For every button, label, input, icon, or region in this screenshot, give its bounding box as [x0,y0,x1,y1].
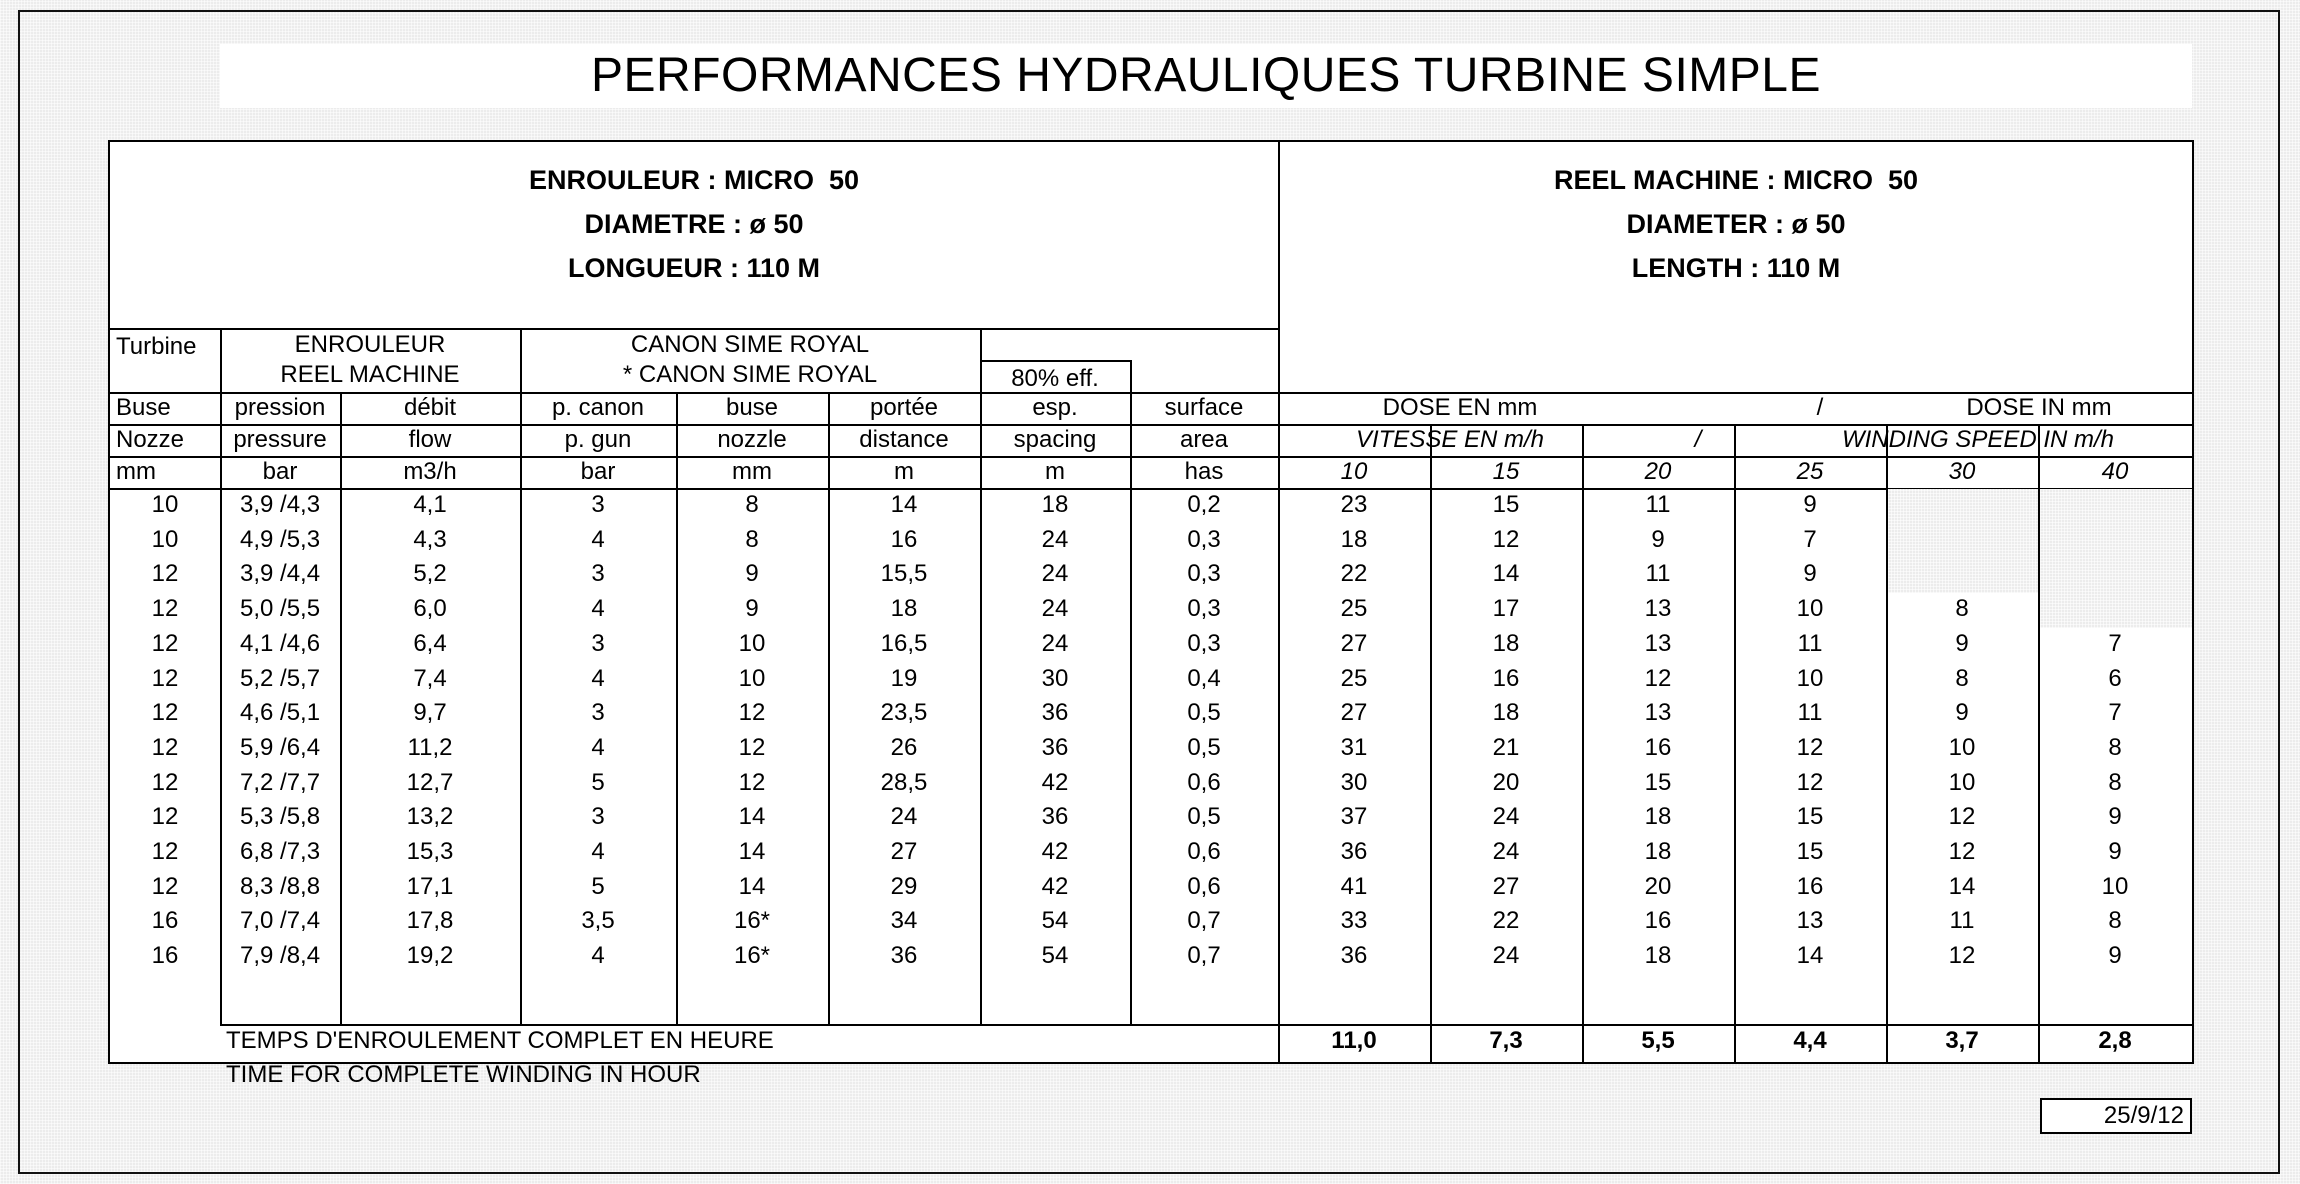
dose-cell: 9 [2108,838,2122,865]
table-cell: 36 [1041,733,1069,761]
speed-value: 25 [1796,458,1824,485]
column-label-en: area [1179,426,1229,453]
dose-cell: 7 [2108,699,2122,727]
dose-cell: 9 [1955,699,1969,727]
table-cell: 3,9 /4,4 [240,560,321,588]
table-cell: 5,0 /5,5 [240,595,321,623]
dose-cell: 14 [1796,942,1824,970]
dose-cell: 8 [1955,595,1969,623]
dose-cell: 7 [2108,629,2122,657]
table-cell: 9,7 [413,699,447,727]
performance-table [108,140,2194,1088]
unit-label: bar [262,458,298,485]
dose-cell: 9 [2108,803,2122,831]
table-cell: 5,2 [413,560,447,588]
table-cell: 0,6 [1187,768,1221,796]
column-label-fr: esp. [1032,394,1078,421]
table-cell: 0,7 [1187,907,1221,935]
table-cell: 0,2 [1187,491,1221,518]
table-cell: 9 [745,560,759,588]
dose-cell: 8 [2108,768,2122,796]
winding-time: 7,3 [1489,1027,1523,1054]
table-cell: 4 [591,595,605,623]
unit-label: mm [116,458,156,485]
reel-machine-label: REEL MACHINE [280,361,460,388]
column-label-fr: buse [725,394,779,421]
speed-en-label: WINDING SPEED IN m/h [1841,426,2115,453]
dose-cell: 8 [1955,664,1969,692]
table-cell: 0,4 [1187,664,1221,692]
dose-cell: 11 [1797,629,1823,657]
table-cell: 12 [151,838,179,865]
header-en-line: DIAMETER : ø 50 [1626,209,1846,239]
table-cell: 18 [890,595,918,623]
dose-cell: 12 [1492,525,1520,553]
winding-time: 5,5 [1641,1027,1675,1054]
title-bar [220,44,2192,108]
column-label-en: pressure [233,426,327,453]
dose-slash: / [1816,394,1824,421]
table-cell: 15,5 [880,560,928,588]
table-cell: 12 [151,560,179,588]
table-cell: 0,3 [1187,595,1221,623]
table-cell: 17,1 [406,872,454,900]
dose-cell: 13 [1644,699,1672,727]
table-cell: 16* [733,942,771,970]
table-cell: 8 [745,491,759,518]
speed-slash: / [1694,426,1702,453]
dose-cell: 15 [1492,491,1520,518]
table-cell: 36 [1041,699,1069,727]
column-label-fr: débit [403,394,457,421]
table-cell: 12 [151,872,179,900]
table-cell: 24 [890,803,918,831]
table-cell: 4 [591,838,605,865]
unit-label: has [1184,458,1224,485]
dose-cell: 41 [1340,872,1368,900]
unit-label: mm [732,458,772,485]
dose-cell: 27 [1340,629,1368,657]
table-cell: 4 [591,664,605,692]
winding-time: 4,4 [1793,1027,1827,1054]
table-cell: 14 [738,872,766,900]
table-cell: 36 [1041,803,1069,831]
dose-cell: 10 [1796,595,1824,623]
header-fr-line: ENROULEUR : MICRO 50 [528,165,860,195]
dose-cell: 9 [2108,942,2122,970]
dose-cell: 12 [1796,733,1824,761]
table-cell: 3,5 [581,907,615,935]
dose-cell: 24 [1492,942,1520,970]
table-cell: 54 [1041,907,1069,935]
table-cell: 12 [151,768,179,796]
table-cell: 18 [1041,491,1069,518]
canon-alt-label: * CANON SIME ROYAL [622,361,878,388]
table-cell: 0,5 [1187,699,1221,727]
table-cell: 5,9 /6,4 [240,733,321,761]
table-cell: 24 [1041,560,1069,588]
dose-cell: 25 [1340,664,1368,692]
dose-cell: 13 [1796,907,1824,935]
table-cell: 3,9 /4,3 [240,491,321,518]
table-cell: 16* [733,907,771,935]
dose-cell: 17 [1492,595,1520,623]
table-cell: 5 [591,768,605,796]
dose-cell: 18 [1492,629,1520,657]
table-cell: 7,2 /7,7 [240,768,321,796]
dose-cell: 36 [1340,942,1368,970]
table-cell: 12 [151,664,179,692]
table-cell: 4,6 /5,1 [240,699,321,727]
table-cell: 24 [1041,525,1069,553]
table-cell: 12 [738,733,766,761]
dose-cell: 22 [1340,560,1368,588]
table-cell: 8 [745,525,759,553]
dose-cell: 18 [1340,525,1368,553]
dose-cell: 24 [1492,803,1520,831]
dose-en-label: DOSE IN mm [1966,394,2112,421]
table-cell: 3 [591,560,605,588]
dose-cell: 14 [1492,560,1520,588]
dose-cell: 15 [1796,838,1824,865]
dose-cell: 16 [1644,907,1672,935]
speed-value: 30 [1948,458,1976,485]
dose-cell: 24 [1492,838,1520,865]
speed-value: 20 [1644,458,1672,485]
dose-cell: 16 [1644,733,1672,761]
winding-time: 11,0 [1331,1027,1377,1054]
dose-cell: 18 [1644,803,1672,831]
table-cell: 3 [591,803,605,831]
speed-fr-label: VITESSE EN m/h [1355,426,1545,453]
column-label-fr: portée [869,394,939,421]
dose-cell: 13 [1644,595,1672,623]
table-cell: 4 [591,942,605,970]
header-fr-line: DIAMETRE : ø 50 [584,209,804,239]
dose-cell: 9 [1803,491,1817,518]
table-cell: 12 [738,768,766,796]
speed-value: 15 [1492,458,1520,485]
speed-value: 10 [1340,458,1368,485]
dose-cell: 20 [1644,872,1672,900]
table-cell: 6,4 [413,629,447,657]
dose-cell: 25 [1340,595,1368,623]
table-cell: 4 [591,525,605,553]
dose-cell: 31 [1340,733,1368,761]
table-cell: 16 [890,525,918,553]
table-cell: 5 [591,872,605,900]
table-cell: 0,3 [1187,560,1221,588]
dose-cell: 10 [2101,872,2129,900]
dose-cell: 12 [1948,942,1976,970]
column-label-en: spacing [1013,426,1097,453]
table-cell: 19 [890,664,918,692]
table-cell: 6,0 [413,595,447,623]
column-label-en: p. gun [564,426,632,453]
table-cell: 0,5 [1187,733,1221,761]
table-cell: 14 [890,491,918,518]
dose-cell: 13 [1644,629,1672,657]
dose-cell: 7 [1803,525,1817,553]
empty-shaded-cell [2040,489,2192,628]
dose-cell: 10 [1948,733,1976,761]
winding-time: 2,8 [2098,1027,2132,1054]
dose-cell: 12 [1948,803,1976,831]
column-label-fr: Buse [116,394,171,421]
dose-cell: 27 [1340,699,1368,727]
table-cell: 12 [151,733,179,761]
header-en-line: LENGTH : 110 M [1631,253,1841,283]
table-cell: 5,3 /5,8 [240,803,321,831]
header-fr-line: LONGUEUR : 110 M [567,253,821,283]
enrouleur-label: ENROULEUR [294,331,446,358]
table-cell: 12 [151,595,179,623]
column-label-en: flow [408,426,452,453]
dose-cell: 36 [1340,838,1368,865]
table-cell: 23,5 [880,699,928,727]
dose-cell: 11 [1949,907,1975,935]
table-cell: 54 [1041,942,1069,970]
table-cell: 42 [1041,838,1069,865]
table-cell: 42 [1041,872,1069,900]
dose-cell: 16 [1492,664,1520,692]
column-label-fr: p. canon [551,394,645,421]
efficiency-label: 80% eff. [1011,365,1099,392]
column-label-en: distance [859,426,949,453]
dose-cell: 9 [1803,560,1817,588]
dose-cell: 18 [1644,838,1672,865]
footer-label-en: TIME FOR COMPLETE WINDING IN HOUR [226,1061,701,1088]
table-cell: 12 [151,803,179,831]
table-cell: 10 [738,629,766,657]
turbine-label: Turbine [116,333,197,360]
table-cell: 26 [890,733,918,761]
table-cell: 4,1 [413,491,447,518]
dose-cell: 15 [1796,803,1824,831]
column-label-en: Nozze [116,426,185,453]
table-cell: 15,3 [406,838,454,865]
table-cell: 7,0 /7,4 [240,907,321,935]
table-cell: 19,2 [406,942,454,970]
table-cell: 6,8 /7,3 [240,838,321,865]
dose-cell: 21 [1492,733,1520,761]
table-cell: 0,3 [1187,525,1221,553]
data-grid [110,142,2192,1088]
dose-cell: 18 [1644,942,1672,970]
page-title: PERFORMANCES HYDRAULIQUES TURBINE SIMPLE [590,49,1821,102]
table-cell: 4,1 /4,6 [240,629,321,657]
table-cell: 16,5 [880,629,928,657]
dose-fr-label: DOSE EN mm [1382,394,1538,421]
dose-cell: 18 [1492,699,1520,727]
table-cell: 0,6 [1187,838,1221,865]
dose-cell: 22 [1492,907,1520,935]
table-cell: 12 [151,629,179,657]
unit-label: m [1045,458,1065,485]
table-cell: 4 [591,733,605,761]
dose-cell: 8 [2108,733,2122,761]
table-cell: 42 [1041,768,1069,796]
column-label-en: nozzle [717,426,787,453]
table-cell: 24 [1041,595,1069,623]
dose-cell: 27 [1492,872,1520,900]
table-cell: 9 [745,595,759,623]
dose-cell: 33 [1340,907,1368,935]
table-cell: 0,5 [1187,803,1221,831]
column-label-fr: surface [1164,394,1244,421]
dose-cell: 8 [2108,907,2122,935]
table-cell: 12 [151,699,179,727]
table-cell: 10 [151,491,179,518]
dose-cell: 16 [1796,872,1824,900]
table-cell: 27 [890,838,918,865]
table-cell: 7,4 [413,664,447,692]
table-cell: 29 [890,872,918,900]
dose-cell: 6 [2108,664,2122,692]
footer-label-fr: TEMPS D'ENROULEMENT COMPLET EN HEURE [226,1027,774,1054]
header-en-line: REEL MACHINE : MICRO 50 [1553,165,1919,195]
empty-shaded-cell [1888,489,2038,593]
unit-label: bar [580,458,616,485]
table-cell: 28,5 [880,768,928,796]
dose-cell: 11 [1645,491,1671,518]
table-cell: 34 [890,907,918,935]
dose-cell: 10 [1796,664,1824,692]
table-cell: 24 [1041,629,1069,657]
table-cell: 12,7 [406,768,454,796]
table-cell: 3 [591,491,605,518]
dose-cell: 15 [1644,768,1672,796]
table-cell: 0,6 [1187,872,1221,900]
date-stamp: 25/9/12 [2040,1098,2192,1134]
dose-cell: 9 [1651,525,1665,553]
table-cell: 10 [738,664,766,692]
dose-cell: 11 [1797,699,1823,727]
table-cell: 11,2 [407,733,453,761]
speed-value: 40 [2101,458,2129,485]
table-cell: 4,9 /5,3 [240,525,321,553]
column-label-fr: pression [234,394,326,421]
table-cell: 0,3 [1187,629,1221,657]
dose-cell: 11 [1645,560,1671,588]
dose-cell: 10 [1948,768,1976,796]
table-cell: 16 [151,942,179,970]
table-cell: 8,3 /8,8 [240,872,321,900]
dose-cell: 12 [1948,838,1976,865]
dose-cell: 14 [1948,872,1976,900]
dose-cell: 12 [1644,664,1672,692]
dose-cell: 9 [1955,629,1969,657]
dose-cell: 37 [1340,803,1368,831]
dose-cell: 30 [1340,768,1368,796]
table-cell: 5,2 /5,7 [240,664,321,692]
dose-cell: 12 [1796,768,1824,796]
table-cell: 14 [738,803,766,831]
table-cell: 4,3 [413,525,447,553]
table-cell: 16 [151,907,179,935]
canon-label: CANON SIME ROYAL [630,331,870,358]
table-cell: 3 [591,629,605,657]
unit-label: m3/h [403,458,457,485]
table-cell: 13,2 [406,803,454,831]
unit-label: m [894,458,914,485]
dose-cell: 23 [1340,491,1368,518]
table-cell: 14 [738,838,766,865]
table-cell: 7,9 /8,4 [240,942,321,970]
table-cell: 0,7 [1187,942,1221,970]
table-cell: 36 [890,942,918,970]
table-cell: 17,8 [406,907,454,935]
dose-cell: 20 [1492,768,1520,796]
table-cell: 3 [591,699,605,727]
winding-time: 3,7 [1945,1027,1979,1054]
table-cell: 30 [1041,664,1069,692]
table-cell: 10 [151,525,179,553]
table-cell: 12 [738,699,766,727]
